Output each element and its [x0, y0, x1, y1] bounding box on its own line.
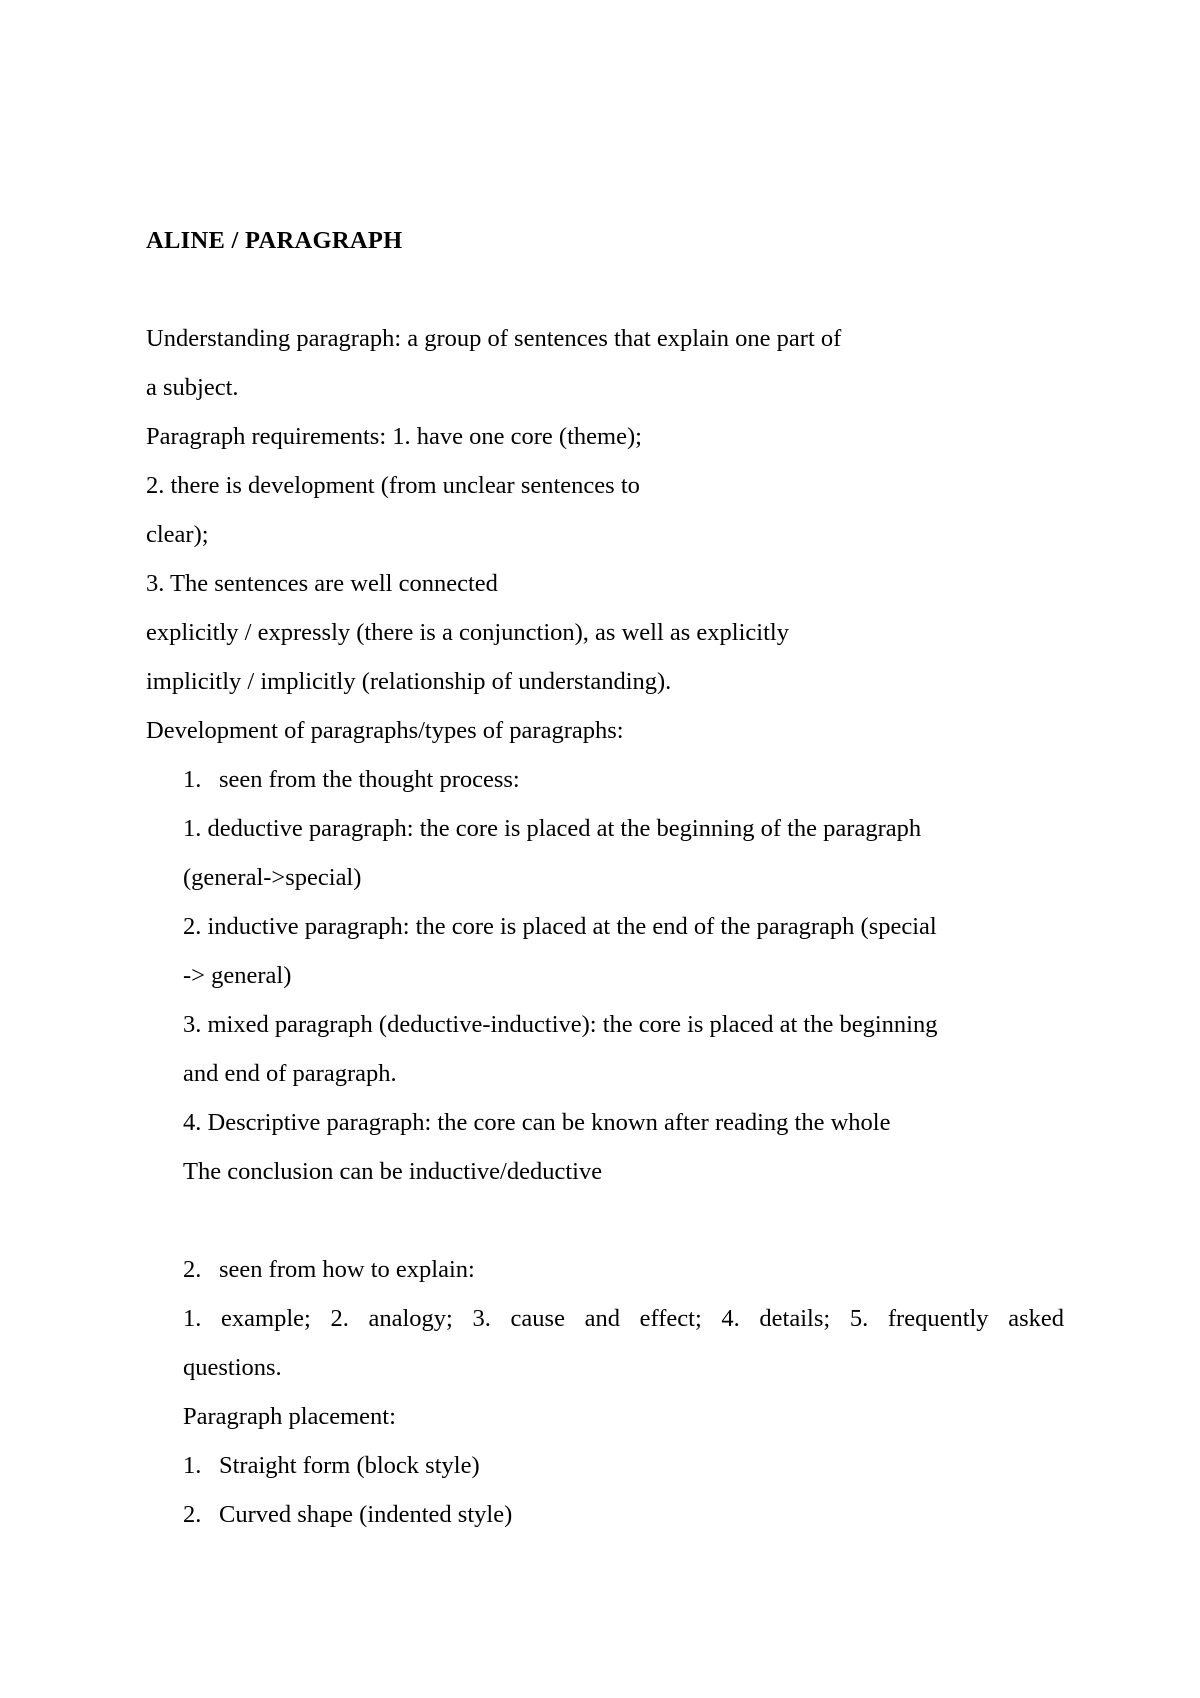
text-line: Paragraph requirements: 1. have one core (theme); — [146, 423, 642, 450]
text-line: -> general) — [183, 962, 292, 989]
page-title: ALINE / PARAGRAPH — [146, 227, 403, 254]
text-line: clear); — [146, 521, 209, 548]
text-line: explicitly / expressly (there is a conjunction), as well as explicitly — [146, 619, 789, 646]
text-line: implicitly / implicitly (relationship of understanding). — [146, 668, 672, 695]
text-line: 3. The sentences are well connected — [146, 570, 498, 597]
text-line: 1. deductive paragraph: the core is placed at the beginning of the paragraph — [183, 815, 922, 842]
text-line: 1. example; 2. analogy; 3. cause and effect; 4. details; 5. frequently asked — [183, 1305, 1064, 1332]
list-heading-text: seen from how to explain: — [219, 1256, 475, 1283]
list-item — [183, 1500, 512, 1530]
text-line: 3. mixed paragraph (deductive-inductive): the core is placed at the beginning — [183, 1011, 938, 1038]
list-item — [183, 1451, 480, 1481]
text-line: a subject. — [146, 374, 239, 401]
text-line: and end of paragraph. — [183, 1060, 397, 1087]
text-line: Development of paragraphs/types of paragraphs: — [146, 717, 624, 744]
text-line: (general->special) — [183, 864, 362, 891]
text-line: The conclusion can be inductive/deductive — [183, 1158, 603, 1185]
list-item-text: Curved shape (indented style) — [219, 1501, 513, 1528]
text-line: questions. — [183, 1354, 282, 1381]
list-item-text: Straight form (block style) — [219, 1452, 480, 1479]
list-heading — [183, 765, 520, 795]
text-line: 2. there is development (from unclear sentences to — [146, 472, 640, 499]
list-number: 2. — [183, 1256, 202, 1283]
list-number: 2. — [183, 1501, 202, 1528]
text-line: 4. Descriptive paragraph: the core can be known after reading the whole — [183, 1109, 891, 1136]
text-line: Paragraph placement: — [183, 1403, 396, 1430]
list-number: 1. — [183, 1452, 202, 1479]
text-line: Understanding paragraph: a group of sentences that explain one part of — [146, 325, 842, 352]
list-number: 1. — [183, 766, 202, 793]
list-heading — [183, 1255, 475, 1285]
list-heading-text: seen from the thought process: — [219, 766, 520, 793]
text-line: 2. inductive paragraph: the core is placed at the end of the paragraph (special — [183, 913, 937, 940]
